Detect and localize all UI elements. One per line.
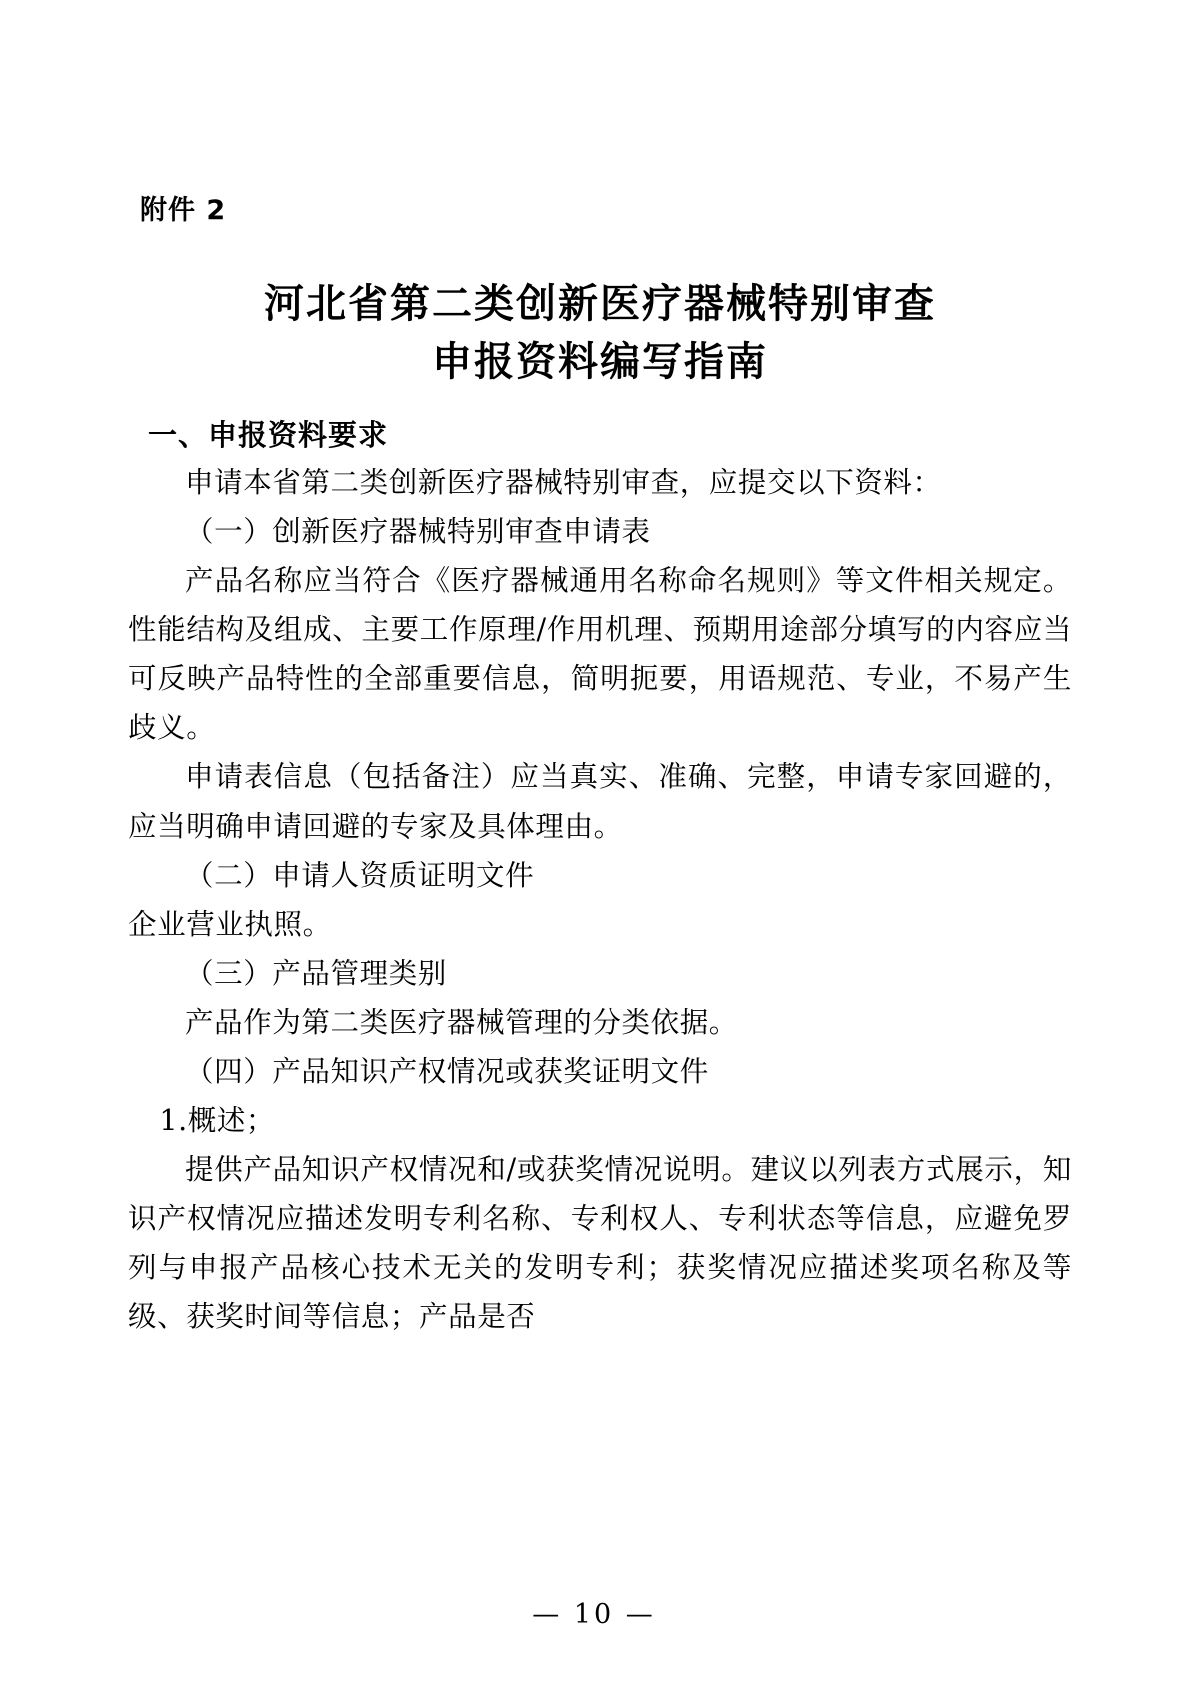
paragraph-item-4-heading: （四）产品知识产权情况或获奖证明文件 <box>185 1054 709 1088</box>
page-title-line-1: 河北省第二类创新医疗器械特别审查 <box>264 280 936 328</box>
paragraph-item-3-body: 产品作为第二类医疗器械管理的分类依据。 <box>185 1005 738 1039</box>
page-title <box>128 275 1072 391</box>
section-heading-requirements: 一、申报资料要求 <box>148 418 389 453</box>
page-title-line-2: 申报资料编写指南 <box>432 338 768 386</box>
paragraph-intro: 申请本省第二类创新医疗器械特别审查，应提交以下资料： <box>185 466 942 500</box>
paragraph-item-2-heading: （二）申请人资质证明文件 <box>185 858 535 892</box>
paragraph-item-4-sub-1: 1.概述； <box>159 1103 276 1137</box>
paragraph-item-1-body-2: 申请表信息（包括备注）应当真实、准确、完整，申请专家回避的，应当明确申请回避的专家及具体理由。 <box>128 760 1072 843</box>
attachment-label: 附件 2 <box>140 195 227 226</box>
page-number: — 10 — <box>532 1599 656 1630</box>
paragraph-item-3-heading: （三）产品管理类别 <box>185 956 447 990</box>
paragraph-item-2-body: 企业营业执照。 <box>128 907 332 941</box>
paragraph-item-1-heading: （一）创新医疗器械特别审查申请表 <box>185 515 651 549</box>
paragraph-item-1-body-1: 产品名称应当符合《医疗器械通用名称命名规则》等文件相关规定。性能结构及组成、主要工作原理/作用机理、预期用途部分填写的内容应当可反映产品特性的全部重要信息，简明扼要，用语规范、专业，不易产生歧义。 <box>128 564 1072 745</box>
paragraph-item-4-body: 提供产品知识产权情况和/或获奖情况说明。建议以列表方式展示，知识产权情况应描述发明专利名称、专利权人、专利状态等信息，应避免罗列与申报产品核心技术无关的发明专利；获奖情况应描述奖项名称及等级、获奖时间等信息；产品是否 <box>128 1152 1072 1333</box>
